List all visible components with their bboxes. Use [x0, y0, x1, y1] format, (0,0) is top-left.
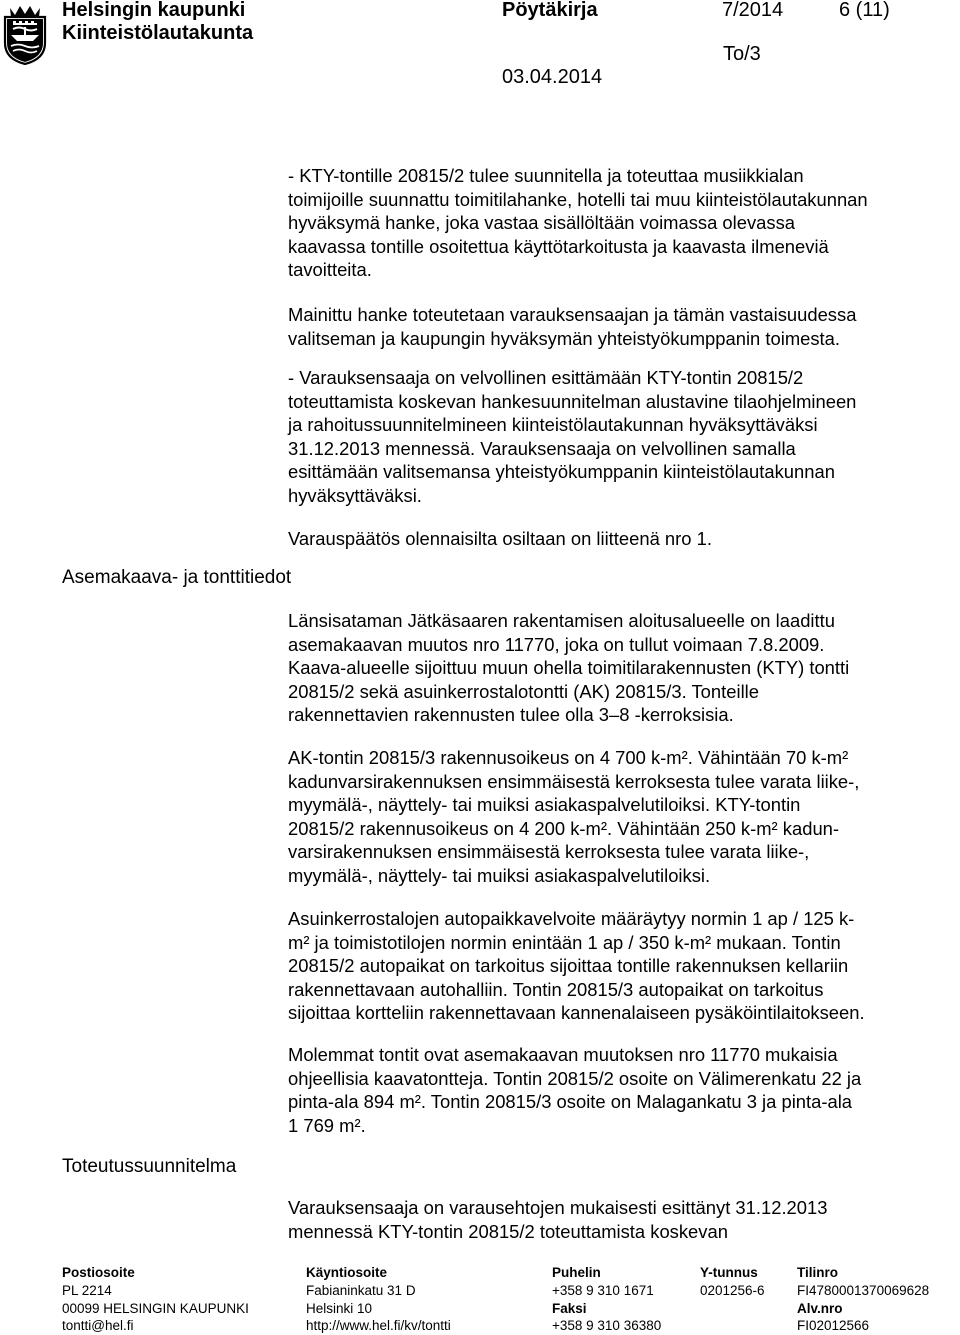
organization-name: Helsingin kaupunki [62, 0, 246, 21]
paragraph-building-rights [288, 746, 948, 887]
footer-postal-address [62, 1264, 249, 1335]
heading-toteutussuunnitelma: Toteutussuunnitelma [62, 1156, 237, 1177]
footer-label: Alv.nro [797, 1300, 843, 1316]
document-date: 03.04.2014 [502, 66, 603, 88]
text-line: sijoittaa kortteliin rakennettavaan kannenalaiseen pysäköintilaitokseen. [288, 1002, 865, 1023]
document-number: 7/2014 [722, 0, 784, 21]
paragraph-kty-requirement [288, 164, 948, 282]
text-line: hyväksyttäväksi. [288, 484, 422, 506]
text-line: 31.12.2013 mennessä. Varauksensaaja on velvollinen samalla [288, 437, 796, 459]
text-line: 20815/2 sekä asuinkerrostalotontti (AK) 20815/3. Tonteille [288, 680, 759, 702]
text-line: pinta-ala 894 m². Tontin 20815/3 osoite on Malagankatu 3 ja pinta-ala [288, 1091, 853, 1112]
paragraph-attachment [288, 527, 948, 551]
text-line: Mainittu hanke toteutetaan varauksensaajan ja tämän vastaisuudessa [288, 304, 857, 325]
footer-email-link[interactable]: tontti@hel.fi [62, 1318, 134, 1334]
text-line: toimijoille suunnattu toimitilahanke, hotelli tai muu kiinteistölautakunnan [288, 188, 868, 210]
footer-website-link[interactable]: http://www.hel.fi/kv/tontti [306, 1318, 451, 1334]
footer-value: 0201256-6 [700, 1282, 765, 1298]
text-line: myymälä-, näyttely- tai muiksi asiakaspalvelutiloiksi. KTY-tontin [288, 794, 801, 815]
text-line: 20815/2 rakennusoikeus on 4 200 k-m². Vähintään 250 k-m² kadun- [288, 817, 840, 839]
text-line: Molemmat tontit ovat asemakaavan muutoksen nro 11770 mukaisia [288, 1044, 838, 1065]
text-line: - Varauksensaaja on velvollinen esittämään KTY-tontin 20815/2 [288, 367, 804, 388]
paragraph-plot-details [288, 1043, 948, 1137]
page-number: 6 (11) [839, 0, 890, 21]
footer-label: Y-tunnus [700, 1265, 758, 1280]
heading-asemakaava: Asemakaava- ja tonttitiedot [62, 567, 292, 588]
footer-value: FI4780001370069628 [797, 1282, 930, 1298]
footer-business-id [700, 1264, 765, 1300]
text-line: Kaava-alueelle sijoittuu muun ohella toimitilarakennusten (KTY) tontti [288, 657, 850, 678]
text-line: m² ja toimistotilojen normin enintään 1 ap / 350 k-m² mukaan. Tontin [288, 931, 841, 953]
text-line: Asuinkerrostalojen autopaikkavelvoite määräytyy normin 1 ap / 125 k- [288, 908, 855, 929]
paragraph-parking [288, 907, 948, 1025]
text-line: tavoitteita. [288, 259, 372, 280]
text-line: ja rahoitussuunnitelmineen kiinteistölautakunnan hyväksyttäväksi [288, 414, 818, 435]
text-line: rakennettavien rakennusten tulee olla 3–8 -kerroksisia. [288, 704, 734, 725]
text-line: varsirakennuksen ensimmäisestä kerroksesta tulee varata liike-, [288, 841, 810, 862]
paragraph-obligation [288, 366, 948, 507]
text-line: valitseman ja kaupungin hyväksymän yhteistyökumppanin toimesta. [288, 327, 841, 349]
footer-label: Postiosoite [62, 1265, 135, 1280]
text-line: kadunvarsirakennuksen ensimmäisestä kerroksesta tulee varata liike-, [288, 770, 860, 792]
department-name: Kiinteistölautakunta [62, 22, 254, 44]
text-line: asemakaavan muutos nro 11770, joka on tullut voimaan 7.8.2009. [288, 633, 825, 655]
footer-value: 00099 HELSINGIN KAUPUNKI [62, 1300, 249, 1316]
text-line: ohjeellisia kaavatontteja. Tontin 20815/2 osoite on Välimerenkatu 22 ja [288, 1067, 862, 1089]
footer-label: Käyntiosoite [306, 1265, 388, 1280]
footer-value: FI02012566 [797, 1318, 870, 1334]
text-line: Varauspäätös olennaisilta osiltaan on liitteenä nro 1. [288, 528, 712, 549]
text-line: 20815/2 autopaikat on tarkoitus sijoittaa tontille rakennuksen kellariin [288, 955, 849, 976]
footer-phone [552, 1264, 661, 1335]
text-line: Varauksensaaja on varausehtojen mukaisesti esittänyt 31.12.2013 [288, 1197, 828, 1218]
text-line: myymälä-, näyttely- tai muiksi asiakaspalvelutiloiksi. [288, 864, 711, 886]
text-line: kaavassa tontille osoitettua käyttötarkoitusta ja kaavasta ilmeneviä [288, 235, 829, 257]
footer-label: Tilinro [797, 1265, 839, 1280]
paragraph-implementation-plan [288, 1196, 948, 1243]
footer-value: Helsinki 10 [306, 1300, 373, 1316]
text-line: mennessä KTY-tontin 20815/2 toteuttamista koskevan [288, 1220, 728, 1242]
text-line: 1 769 m². [288, 1114, 366, 1136]
footer-account [797, 1264, 929, 1335]
text-line: - KTY-tontille 20815/2 tulee suunnitella ja toteuttaa musiikkialan [288, 165, 804, 186]
paragraph-zoning [288, 609, 948, 727]
paragraph-implementation [288, 303, 948, 350]
document-type: Pöytäkirja [502, 0, 598, 21]
text-line: esittämään valitsemansa yhteistyökumppanin kiinteistölautakunnan [288, 461, 835, 482]
text-line: hyväksymä hanke, joka vastaa sisällöltään voimassa olevassa [288, 212, 796, 233]
helsinki-crest-logo [3, 3, 47, 65]
footer-value: PL 2214 [62, 1282, 112, 1298]
text-line: AK-tontin 20815/3 rakennusoikeus on 4 700 k-m². Vähintään 70 k-m² [288, 747, 849, 768]
text-line: rakennettavaan autohalliin. Tontin 20815/3 autopaikat on tarkoitus [288, 978, 824, 1000]
text-line: toteuttamista koskevan hankesuunnitelman alustavine tilaohjelmineen [288, 390, 857, 412]
footer-value: +358 9 310 1671 [552, 1282, 654, 1298]
footer-label: Puhelin [552, 1265, 601, 1280]
section-number: To/3 [723, 43, 761, 65]
footer-label: Faksi [552, 1300, 587, 1316]
footer-value: +358 9 310 36380 [552, 1318, 662, 1334]
text-line: Länsisataman Jätkäsaaren rakentamisen aloitusalueelle on laadittu [288, 610, 835, 631]
footer-visiting-address [306, 1264, 451, 1335]
footer-value: Fabianinkatu 31 D [306, 1282, 416, 1298]
